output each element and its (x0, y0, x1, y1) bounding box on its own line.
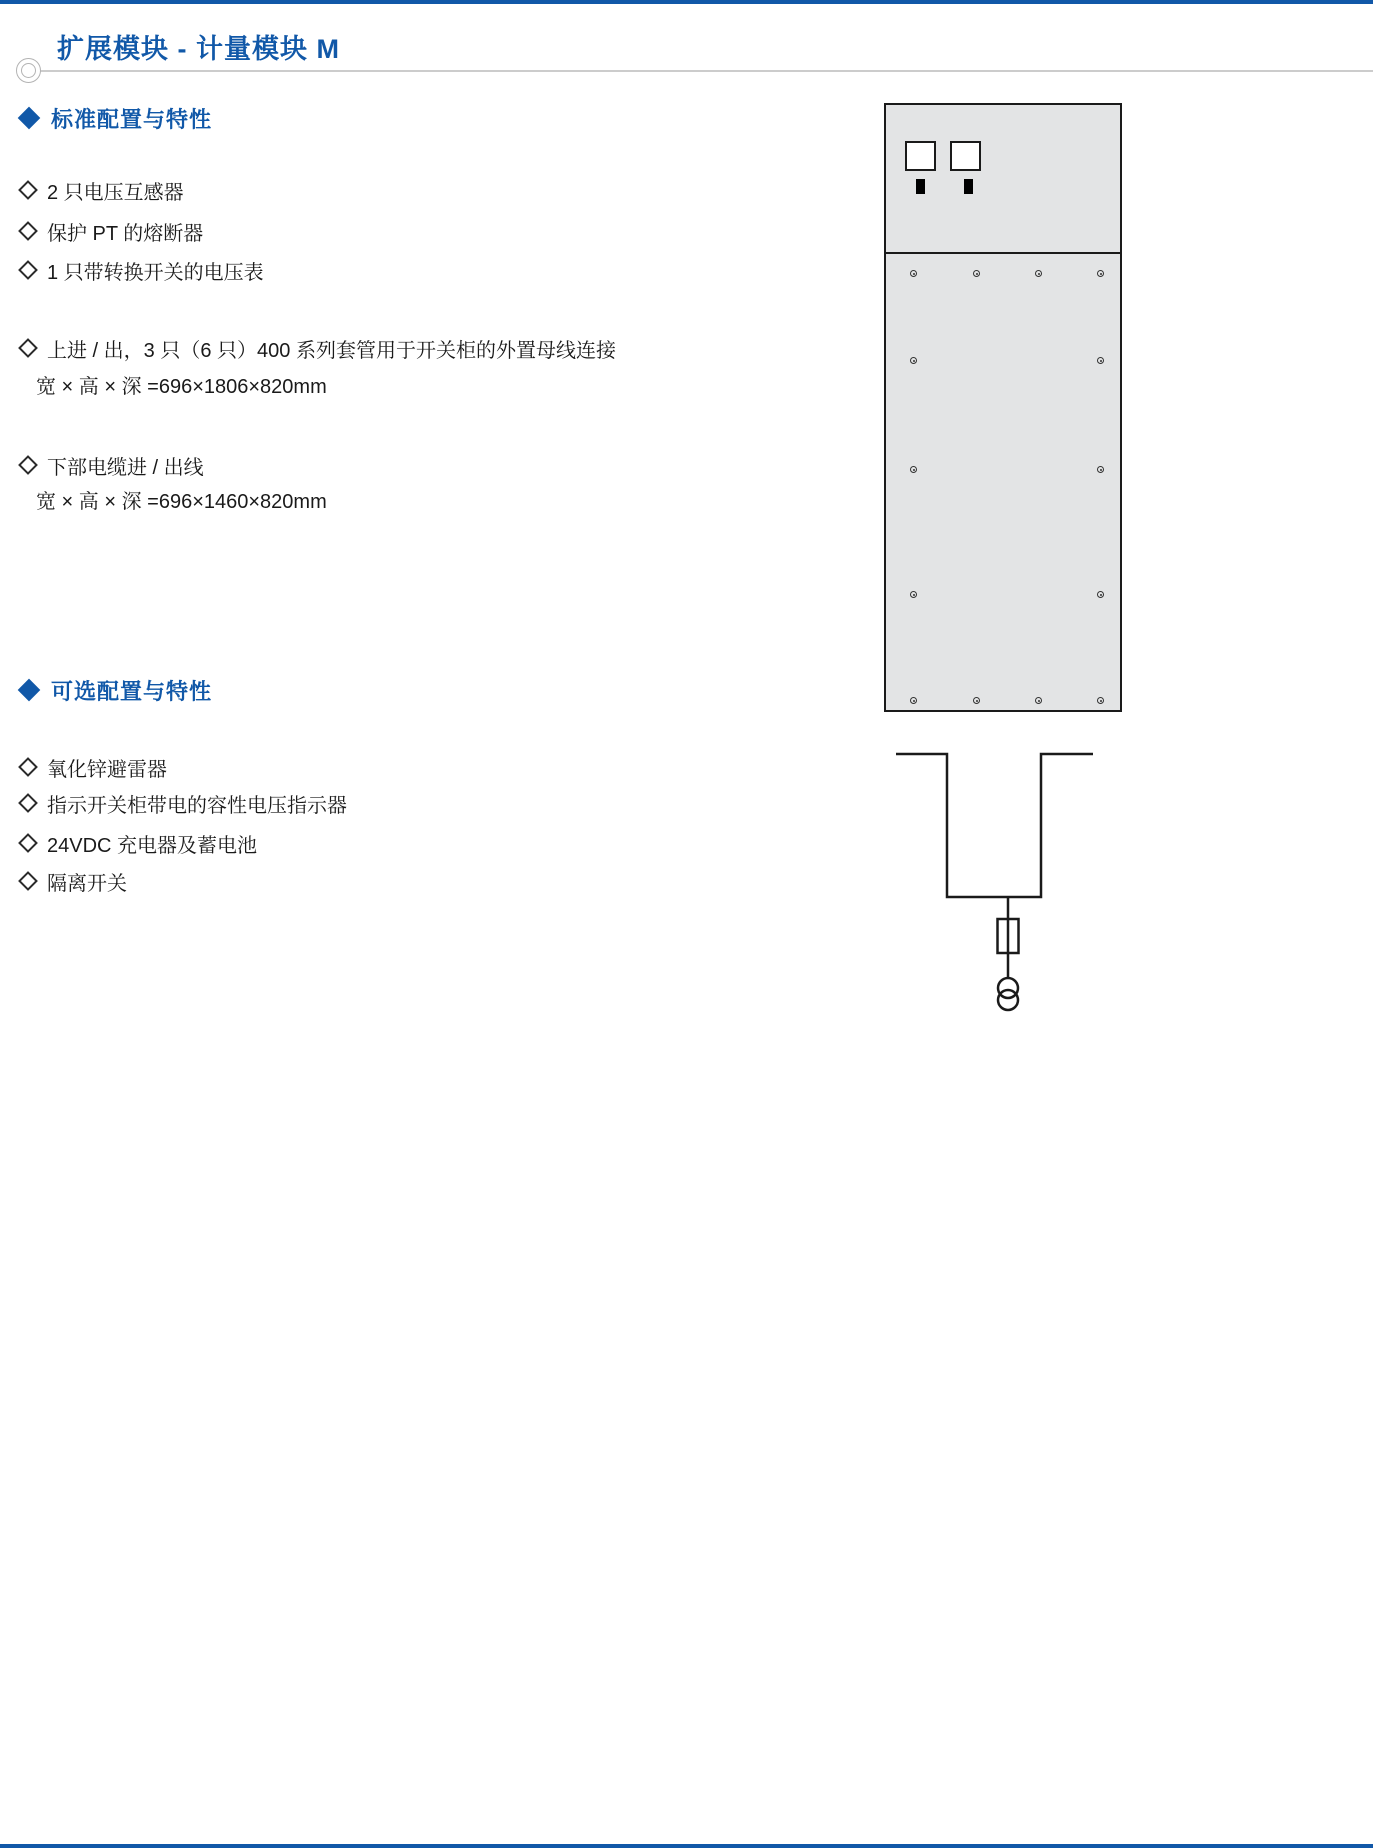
screw-icon (973, 270, 980, 277)
page-top-accent-rule (0, 0, 1373, 4)
feature-text: 上进 / 出，3 只（6 只）400 系列套管用于开关柜的外置母线连接 (47, 339, 616, 362)
feature-item (18, 753, 167, 781)
single-line-diagram (884, 744, 1124, 1034)
screw-icon (910, 697, 917, 704)
diamond-outline-icon (18, 180, 38, 200)
diamond-filled-icon (18, 679, 41, 702)
screw-icon (910, 466, 917, 473)
screw-icon (1035, 270, 1042, 277)
screw-icon (1097, 591, 1104, 598)
header-ring-icon (16, 58, 41, 83)
feature-item (18, 217, 203, 245)
screw-icon (910, 270, 917, 277)
dimension-note: 宽 × 高 × 深 =696×1460×820mm (36, 491, 327, 513)
screw-icon (910, 591, 917, 598)
feature-item (18, 789, 347, 817)
diamond-outline-icon (18, 757, 38, 777)
diamond-outline-icon (18, 871, 38, 891)
meter-window (950, 141, 981, 171)
feature-item (18, 256, 264, 284)
feature-item (18, 176, 184, 204)
meter-window (905, 141, 936, 171)
diamond-outline-icon (18, 793, 38, 813)
feature-text: 2 只电压互感器 (47, 181, 184, 204)
dimension-note: 宽 × 高 × 深 =696×1806×820mm (36, 376, 327, 398)
feature-text: 24VDC 充电器及蓄电池 (47, 834, 258, 857)
feature-item (18, 451, 204, 479)
screw-icon (1097, 357, 1104, 364)
feature-text: 保护 PT 的熔断器 (47, 222, 204, 245)
feature-item (18, 867, 127, 895)
window-latch (916, 179, 925, 194)
feature-item (18, 334, 616, 362)
page-bottom-accent-rule (0, 1844, 1373, 1848)
section-heading-text: 可选配置与特性 (51, 678, 213, 704)
busbar-connection-lines (896, 754, 1093, 897)
diamond-filled-icon (18, 107, 41, 130)
window-latch (964, 179, 973, 194)
diamond-outline-icon (18, 455, 38, 475)
diamond-outline-icon (18, 338, 38, 358)
cabinet-front-view (884, 103, 1122, 712)
page-title: 扩展模块 - 计量模块 M (57, 34, 340, 64)
screw-icon (1097, 466, 1104, 473)
diamond-outline-icon (18, 833, 38, 853)
header-ring-inner-icon (21, 63, 36, 78)
section-heading-standard (18, 103, 212, 133)
diamond-outline-icon (18, 260, 38, 280)
voltage-transformer-symbol (998, 990, 1018, 1010)
diamond-outline-icon (18, 221, 38, 241)
feature-text: 指示开关柜带电的容性电压指示器 (47, 794, 347, 817)
screw-icon (1097, 270, 1104, 277)
feature-text: 氧化锌避雷器 (47, 758, 167, 781)
feature-text: 隔离开关 (47, 872, 127, 895)
cabinet-panel-divider (884, 252, 1122, 254)
voltage-transformer-symbol (998, 978, 1018, 998)
section-heading-optional (18, 675, 212, 705)
header-divider-line (40, 70, 1373, 72)
feature-text: 1 只带转换开关的电压表 (47, 261, 264, 284)
screw-icon (910, 357, 917, 364)
screw-icon (973, 697, 980, 704)
screw-icon (1035, 697, 1042, 704)
screw-icon (1097, 697, 1104, 704)
section-heading-text: 标准配置与特性 (51, 106, 213, 132)
feature-text: 下部电缆进 / 出线 (47, 456, 204, 479)
feature-item (18, 829, 257, 857)
